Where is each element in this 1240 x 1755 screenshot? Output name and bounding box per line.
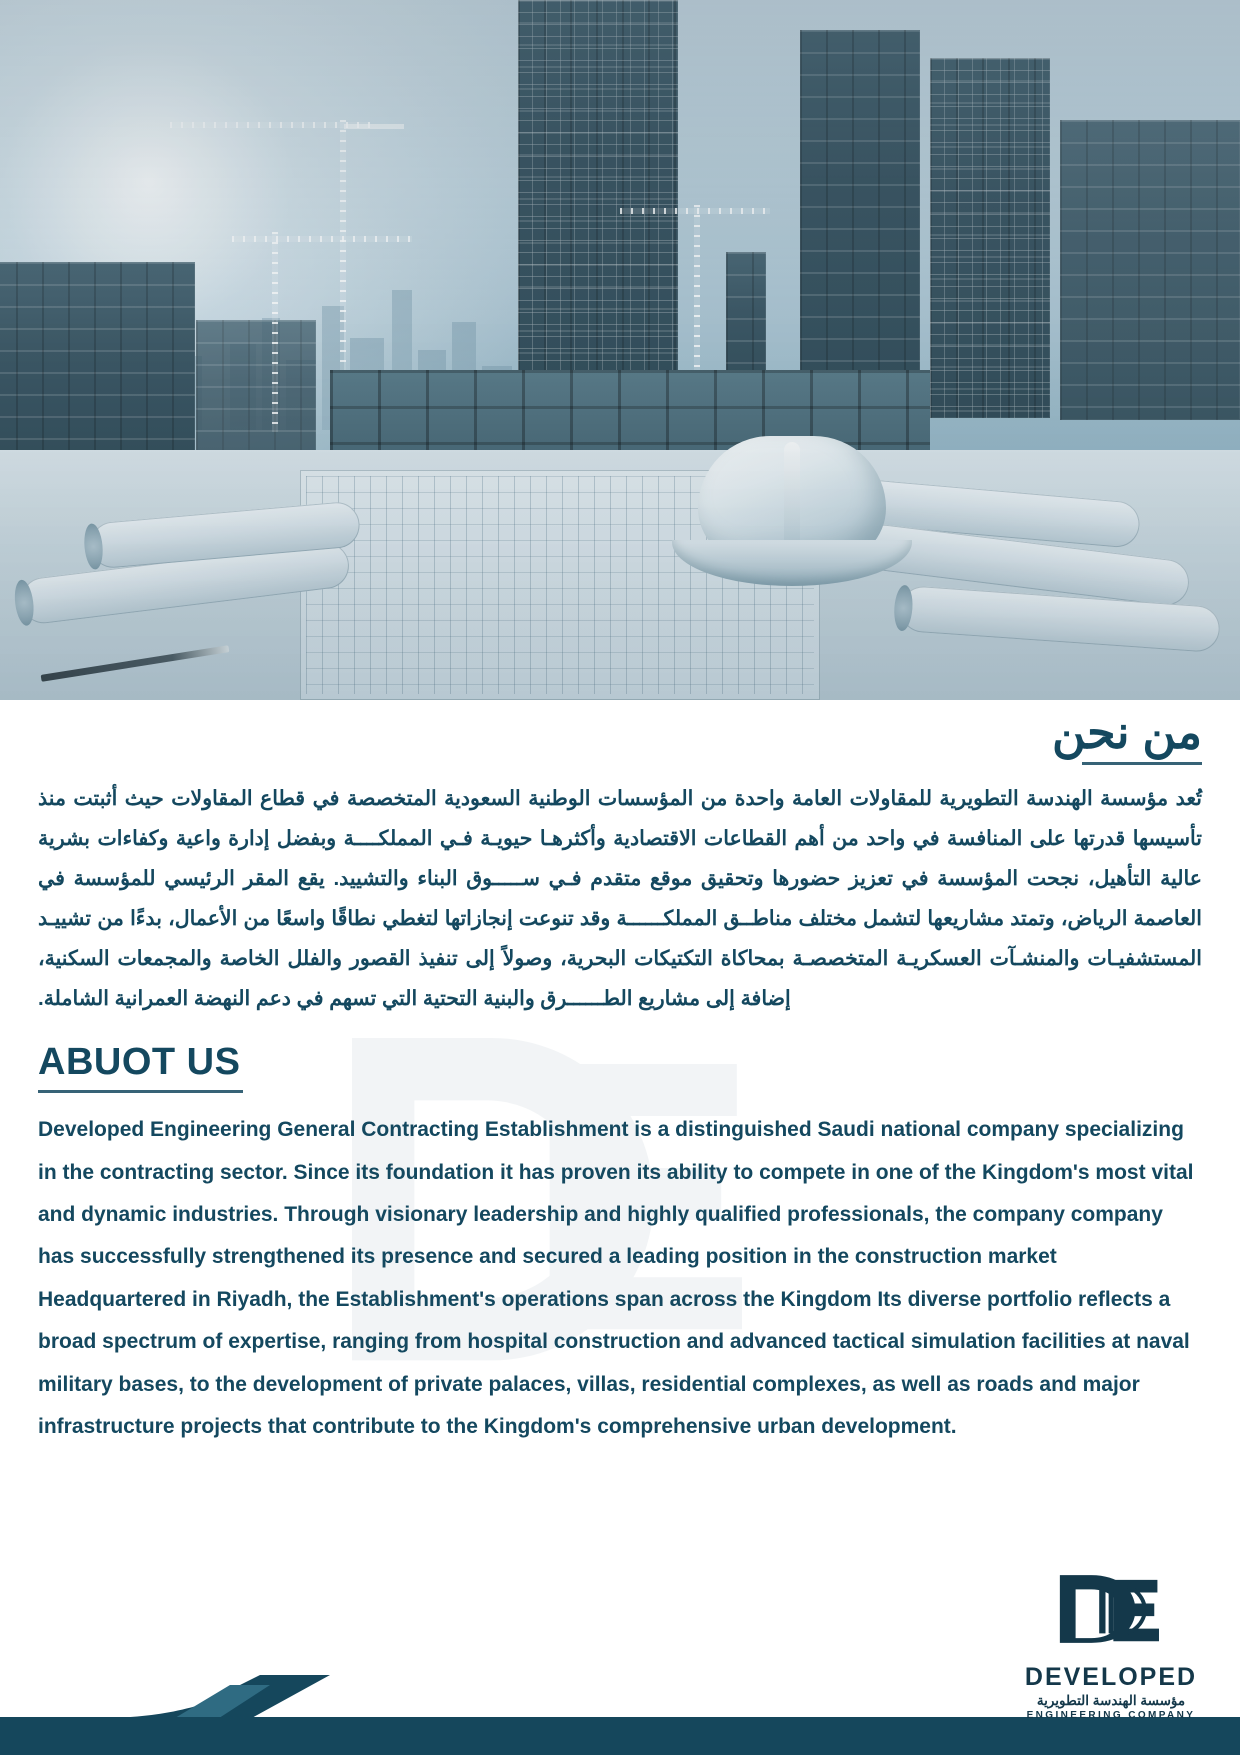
arabic-title-underline bbox=[1082, 762, 1202, 765]
arabic-section-title: من نحن bbox=[1052, 706, 1202, 758]
english-section-body bbox=[38, 1109, 1202, 1448]
arabic-section-body bbox=[38, 779, 1202, 1019]
arabic-paragraph: تُعد مؤسسة الهندسة التطويرية للمقاولات العامة واحدة من المؤسسات الوطنية السعودية المتخصصة في قطاع المقاولات حيث أثبتت منذ تأسيسها قدرتها على المنافسة في واحد من أهم القطاعات الاقتصادية وأكثرهـا حيويـة فـي المملكــــة وبفضل إدارة واعية وكفاءات بشرية عالية التأهيل، نجحت المؤسسة في تعزيز حضورها وتحقيق موقع متقدم فـي ســـــوق البناء والتشييد. يقع المقر الرئيسي للمؤسسة في العاصمة الرياض، وتمتد مشاريعها لتشمل مختلف مناطــق المملكــــــة وقد تنوعت إنجازاتها لتغطي نطاقًا واسعًا من الأعمال، بدءًا من تشييـد المستشفيـات والمنشـآت العسكريـة المتخصصـة بمحاكاة التكتيكات البحرية، وصولاً إلى تنفيذ القصور والفلل الخاصة والمجمعات السكنية، إضافة إلى مشاريع الطــــــرق والبنية التحتية التي تسهم في دعم النهضة العمرانية الشاملة. bbox=[38, 787, 1202, 1011]
developed-monogram-icon bbox=[1052, 1563, 1170, 1655]
hero-image bbox=[0, 0, 1240, 700]
english-title-underline bbox=[38, 1090, 243, 1093]
hero-color-tint bbox=[0, 0, 1240, 700]
logo-subtitle: ENGINEERING COMPANY bbox=[1026, 1710, 1196, 1721]
english-paragraph: Developed Engineering General Contracting Establishment is a distinguished Saudi national company specializing in the contracting sector. Since its foundation it has proven its ability to compete in one of the Kingdom's most vital and dynamic industries. Through visionary leadership and highly qualified professionals, the company company has successfully strengthened its presence and secured a leading position in the construction market Headquartered in Riyadh, the Establishment's operations span across the Kingdom Its diverse portfolio reflects a broad spectrum of expertise, ranging from hospital construction and advanced tactical simulation facilities at naval military bases, to the development of private palaces, villas, residential complexes, as well as roads and major infrastructure projects that contribute to the Kingdom's comprehensive urban development. bbox=[38, 1118, 1194, 1438]
logo-company-name: DEVELOPED bbox=[1024, 1663, 1198, 1692]
company-logo bbox=[1016, 1563, 1206, 1721]
footer-bar bbox=[0, 1717, 1240, 1755]
logo-company-name-arabic: مؤسسة الهندسة التطويرية bbox=[1036, 1692, 1186, 1708]
arabic-about-section bbox=[0, 700, 1240, 1019]
english-section-title: ABUOT US bbox=[38, 1041, 241, 1084]
english-about-section bbox=[0, 1019, 1240, 1448]
